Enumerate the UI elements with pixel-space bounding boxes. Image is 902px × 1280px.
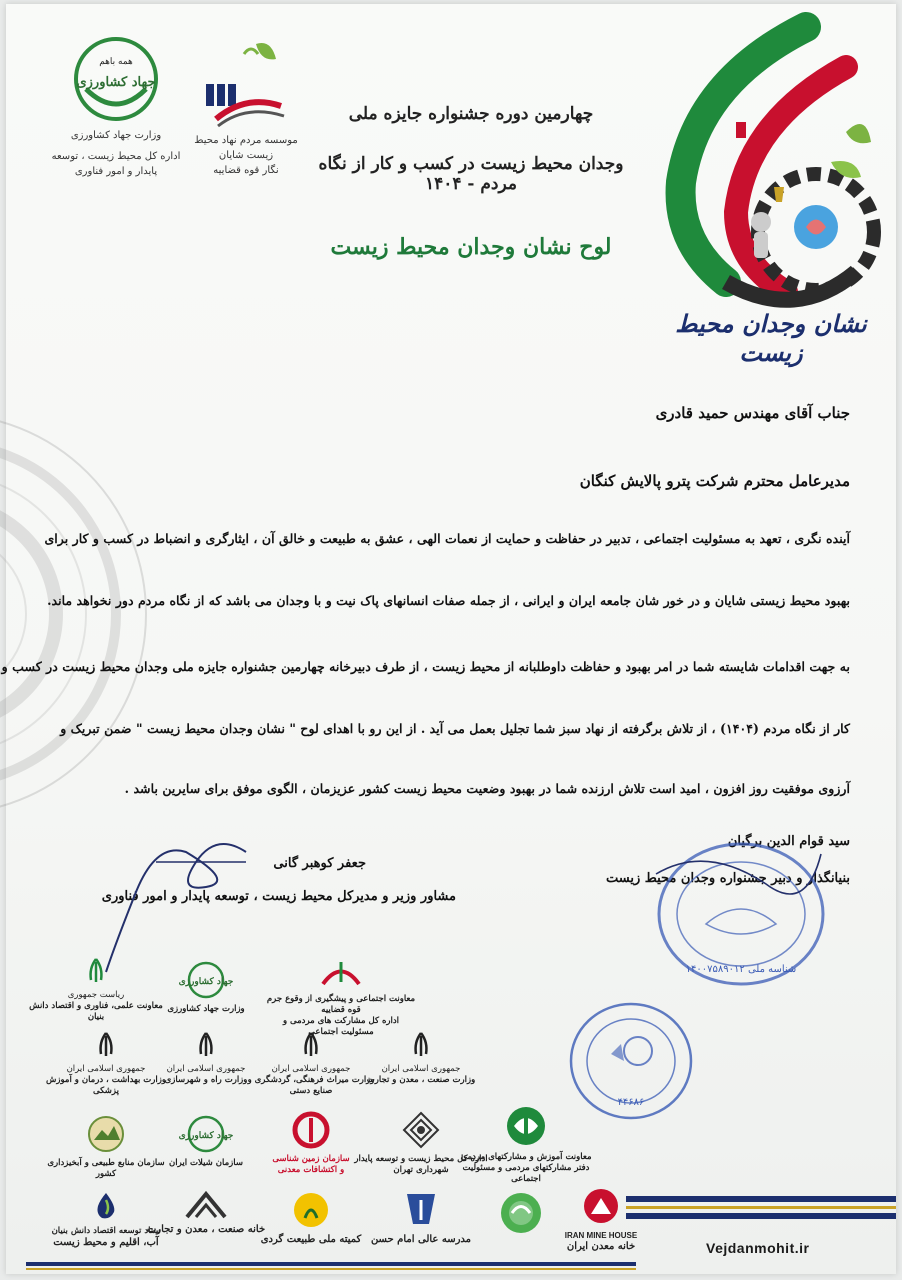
gov-caption-line2: دفتر مشارکتهای مردمی و مسئولیت اجتماعی — [462, 1163, 590, 1184]
body-line: آرزوی موفقیت روز افزون ، امید است تلاش ارزنده شما در بهبود وضعیت محیط زیست کشور عزیزمان ، الگوی موفق برای سایرین باشد . — [124, 781, 850, 796]
gov-caption-line1: اداره کل محیط زیست و توسعه پایدار — [354, 1154, 488, 1164]
gov-logo-judiciary-social — [266, 954, 416, 1038]
left-office-caption: اداره کل محیط زیست ، توسعه پایدار و امور فناوری — [51, 151, 181, 177]
geology-icon — [291, 1110, 331, 1150]
recipient-name: جناب آقای مهندس حمید قادری — [655, 404, 850, 422]
certificate-page — [1, 4, 896, 1274]
gov-caption-line1: IRAN MINE HOUSE — [564, 1231, 638, 1240]
gov-caption-line1: معاونت آموزش و مشارکتهای مردمی — [460, 1152, 592, 1162]
shayan-caption-1: موسسه مردم نهاد محیط زیست شایان — [194, 135, 298, 161]
gov-caption-line2: و اکتشافات معدنی — [277, 1165, 345, 1175]
jihad-top-text: همه باهم — [99, 57, 133, 67]
jihad-small-text: جهاد کشاورزی — [178, 977, 234, 987]
body-line: بهبود محیط زیستی شایان و در خور شان جامعه ایران و ایرانی ، از جمله صفات انسانهای پاک نیت و با وجدان می باشد که از نگاه مردم دور نخواهد ماند. — [47, 593, 850, 608]
gov-caption-line1: سازمان زمین شناسی — [272, 1154, 350, 1164]
heading-line-3: لوح نشان وجدان محیط زیست — [330, 234, 612, 260]
body-line: به جهت اقدامات شایسته شما در امر بهبود و حفاظت داوطلبانه از محیط زیست ، از طرف دبیرخانه چهارمین جشنواره جایزه ملی وجدان محیط زیست در کسب و — [1, 659, 850, 674]
gov-caption-line2: خانه صنعت ، معدن و تجارت — [146, 1224, 266, 1235]
gov-caption-line1: جمهوری اسلامی ایران — [66, 1064, 146, 1074]
environment-dept-icon — [504, 1104, 548, 1148]
heading-line-1: چهارمین دوره جشنواره جایزه ملی — [348, 104, 594, 124]
iran-emblem-icon — [296, 1030, 326, 1060]
footer-stripe-top — [626, 1194, 896, 1234]
recipient-title: مدیرعامل محترم شرکت پترو پالایش کنگان — [579, 472, 850, 490]
gov-caption-line1: جمهوری اسلامی ایران — [271, 1064, 351, 1074]
gov-caption-line1: جمهوری اسلامی ایران — [381, 1064, 461, 1074]
gov-caption-line1: جمهوری اسلامی ایران — [166, 1064, 246, 1074]
gov-caption-line2: وزارت جهاد کشاورزی — [167, 1004, 245, 1014]
gov-caption-line1: معاونت اجتماعی و پیشگیری از وقوع جرم قوه قضاییه — [266, 994, 416, 1015]
gov-caption-line2: وزارت میراث فرهنگی، گردشگری و صنایع دستی — [247, 1075, 375, 1096]
gov-caption-line2: وزارت بهداشت ، درمان و آموزش پزشکی — [46, 1075, 166, 1096]
gov-caption-line2: کمیته ملی طبیعت گردی — [260, 1234, 362, 1245]
shayan-ngo-logo — [181, 34, 311, 184]
imam-hasan-icon — [403, 1190, 439, 1230]
iran-emblem-icon — [91, 1030, 121, 1060]
body-line: آینده نگری ، تعهد به مسئولیت اجتماعی ، تدبیر در حفاظت و حمایت از نعمات الهی ، عشق به طبیعت و خالق آن ، ایثارگری و انضباط در کسب و کار برای — [44, 531, 850, 546]
gov-caption-line2: وزارت صنعت ، معدن و تجارت — [366, 1075, 476, 1085]
gov-logo-jihad — [136, 960, 276, 1015]
tehran-municipality-icon — [401, 1110, 441, 1150]
gov-caption-line2: شهرداری تهران — [393, 1165, 449, 1175]
right-signer-title: بنیانگذار و دبیر جشنواره وجدان محیط زیست — [605, 871, 850, 886]
left-signer-title: مشاور وزیر و مدیرکل محیط زیست ، توسعه پایدار و امور فناوری — [101, 889, 456, 904]
jihad-emblem-icon — [71, 34, 161, 124]
gov-caption-line2: آب، اقلیم و محیط زیست — [53, 1237, 159, 1248]
heading-line-2: وجدان محیط زیست در کسب و کار از نگاه مردم - ۱۴۰۴ — [318, 154, 624, 194]
judiciary-social-icon — [318, 954, 364, 990]
official-stamp-1 — [646, 834, 826, 994]
jihad-small-icon — [178, 1114, 234, 1154]
gov-logo-industry — [351, 1030, 491, 1086]
iran-emblem-icon — [191, 1030, 221, 1060]
jihad-small-text: جهاد کشاورزی — [178, 1131, 234, 1141]
vejdan-emblem-icon — [656, 22, 886, 332]
footer-stripe-bottom — [26, 1262, 636, 1272]
website-url[interactable]: Vejdanmohit.ir — [706, 1240, 810, 1256]
gov-caption-line2: خانه معدن ایران — [566, 1241, 636, 1252]
jihad-keshavarzi-logo — [41, 34, 191, 184]
gov-caption-line2: سازمان منابع طبیعی و آبخیزداری کشور — [47, 1158, 165, 1179]
gov-caption-line2: معاونت علمی، فناوری و اقتصاد دانش بنیان — [29, 1001, 163, 1022]
gov-caption-line1: ریاست جمهوری — [67, 990, 125, 1000]
shayan-caption-2: نگار قوه قضاییه — [213, 165, 279, 176]
right-signer-name: سید قوام الدین برگیان — [727, 834, 850, 849]
gov-caption-line1: ستاد توسعه اقتصاد دانش بنیان — [51, 1226, 161, 1236]
emblem-title: نشان وجدان محیط زیست — [675, 309, 867, 367]
certificate-heading — [306, 104, 636, 260]
body-line: کار از نگاه مردم (۱۴۰۴) ، از تلاش برگرفته از نهاد سبز شما تجلیل بعمل می آید . از این رو با اهدای لوح " نشان وجدان محیط زیست " ضمن تبریک و — [60, 721, 850, 736]
gov-logo-participation — [451, 1104, 601, 1185]
stamp-1-text: شناسه ملی ۱۴۰۰۷۵۸۹۰۱۲ — [685, 964, 797, 975]
mine-house-icon — [581, 1186, 621, 1226]
decorative-arcs — [0, 404, 206, 824]
jihad-caption: وزارت جهاد کشاورزی — [70, 130, 162, 141]
green-planet-icon — [498, 1190, 544, 1236]
iran-emblem-icon — [406, 1030, 436, 1060]
gov-caption-line2: سازمان شیلات ایران — [169, 1158, 243, 1168]
gov-caption-line2: وزارت راه و شهرسازی — [164, 1075, 248, 1085]
jihad-name-text: جهاد کشاورزی — [76, 75, 156, 90]
stamp-2-text: ۴۴۶۸۶ — [617, 1097, 645, 1108]
iran-emblem-icon — [81, 956, 111, 986]
ecotourism-icon — [291, 1190, 331, 1230]
left-signer-name: جعفر کوهبر گانی — [273, 856, 366, 871]
jihad-small-icon — [178, 960, 234, 1000]
natural-resources-icon — [86, 1114, 126, 1154]
water-drop-icon — [90, 1190, 122, 1222]
gov-caption-line2: مدرسه عالی امام حسن — [370, 1234, 472, 1245]
shayan-ngo-icon — [196, 34, 296, 129]
industry-house-icon — [184, 1190, 228, 1220]
gov-caption-line2: اداره کل مشارکت های مردمی و مسئولیت اجتماعی — [282, 1016, 400, 1037]
